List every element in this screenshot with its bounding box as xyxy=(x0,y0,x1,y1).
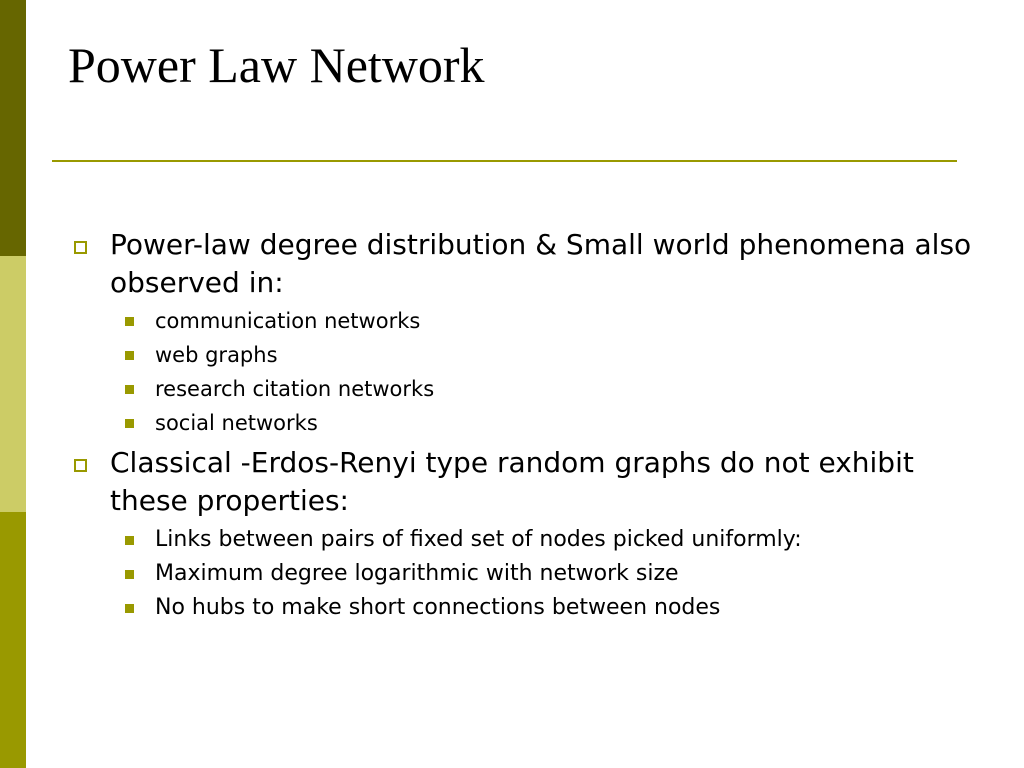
sub-bullet-text: web graphs xyxy=(155,343,278,367)
bullet-item xyxy=(68,444,988,520)
left-bar-bottom xyxy=(0,512,26,768)
sub-bullet-text: social networks xyxy=(155,411,318,435)
slide-title: Power Law Network xyxy=(68,37,485,93)
square-bullet-icon xyxy=(125,317,134,326)
hollow-square-bullet-icon xyxy=(74,241,87,254)
left-bar-top xyxy=(0,0,26,256)
square-bullet-icon xyxy=(125,419,134,428)
sub-bullet-item xyxy=(68,410,988,436)
sub-bullet-text: Links between pairs of fixed set of nodes picked uniformly: xyxy=(155,527,802,552)
sub-bullet-text: research citation networks xyxy=(155,377,435,401)
left-bar-middle xyxy=(0,256,26,512)
sub-bullet-list xyxy=(68,526,988,621)
bullet-text: Classical -Erdos-Renyi type random graphs do not exhibit these properties: xyxy=(110,446,914,517)
bullet-text: Power-law degree distribution & Small world phenomena also observed in: xyxy=(110,228,972,299)
sub-bullet-item xyxy=(68,342,988,368)
sub-bullet-item xyxy=(68,526,988,553)
square-bullet-icon xyxy=(125,385,134,394)
sub-bullet-item xyxy=(68,560,988,587)
hollow-square-bullet-icon xyxy=(74,459,87,472)
slide-body xyxy=(68,226,988,621)
bullet-item xyxy=(68,226,988,302)
square-bullet-icon xyxy=(125,604,134,613)
sub-bullet-item xyxy=(68,594,988,621)
sub-bullet-text: Maximum degree logarithmic with network size xyxy=(155,561,679,586)
sub-bullet-text: No hubs to make short connections between nodes xyxy=(155,595,721,620)
sub-bullet-text: communication networks xyxy=(155,309,421,333)
square-bullet-icon xyxy=(125,570,134,579)
sub-bullet-item xyxy=(68,376,988,402)
square-bullet-icon xyxy=(125,536,134,545)
title-divider xyxy=(52,160,957,162)
square-bullet-icon xyxy=(125,351,134,360)
sub-bullet-item xyxy=(68,308,988,334)
sub-bullet-list xyxy=(68,308,988,436)
